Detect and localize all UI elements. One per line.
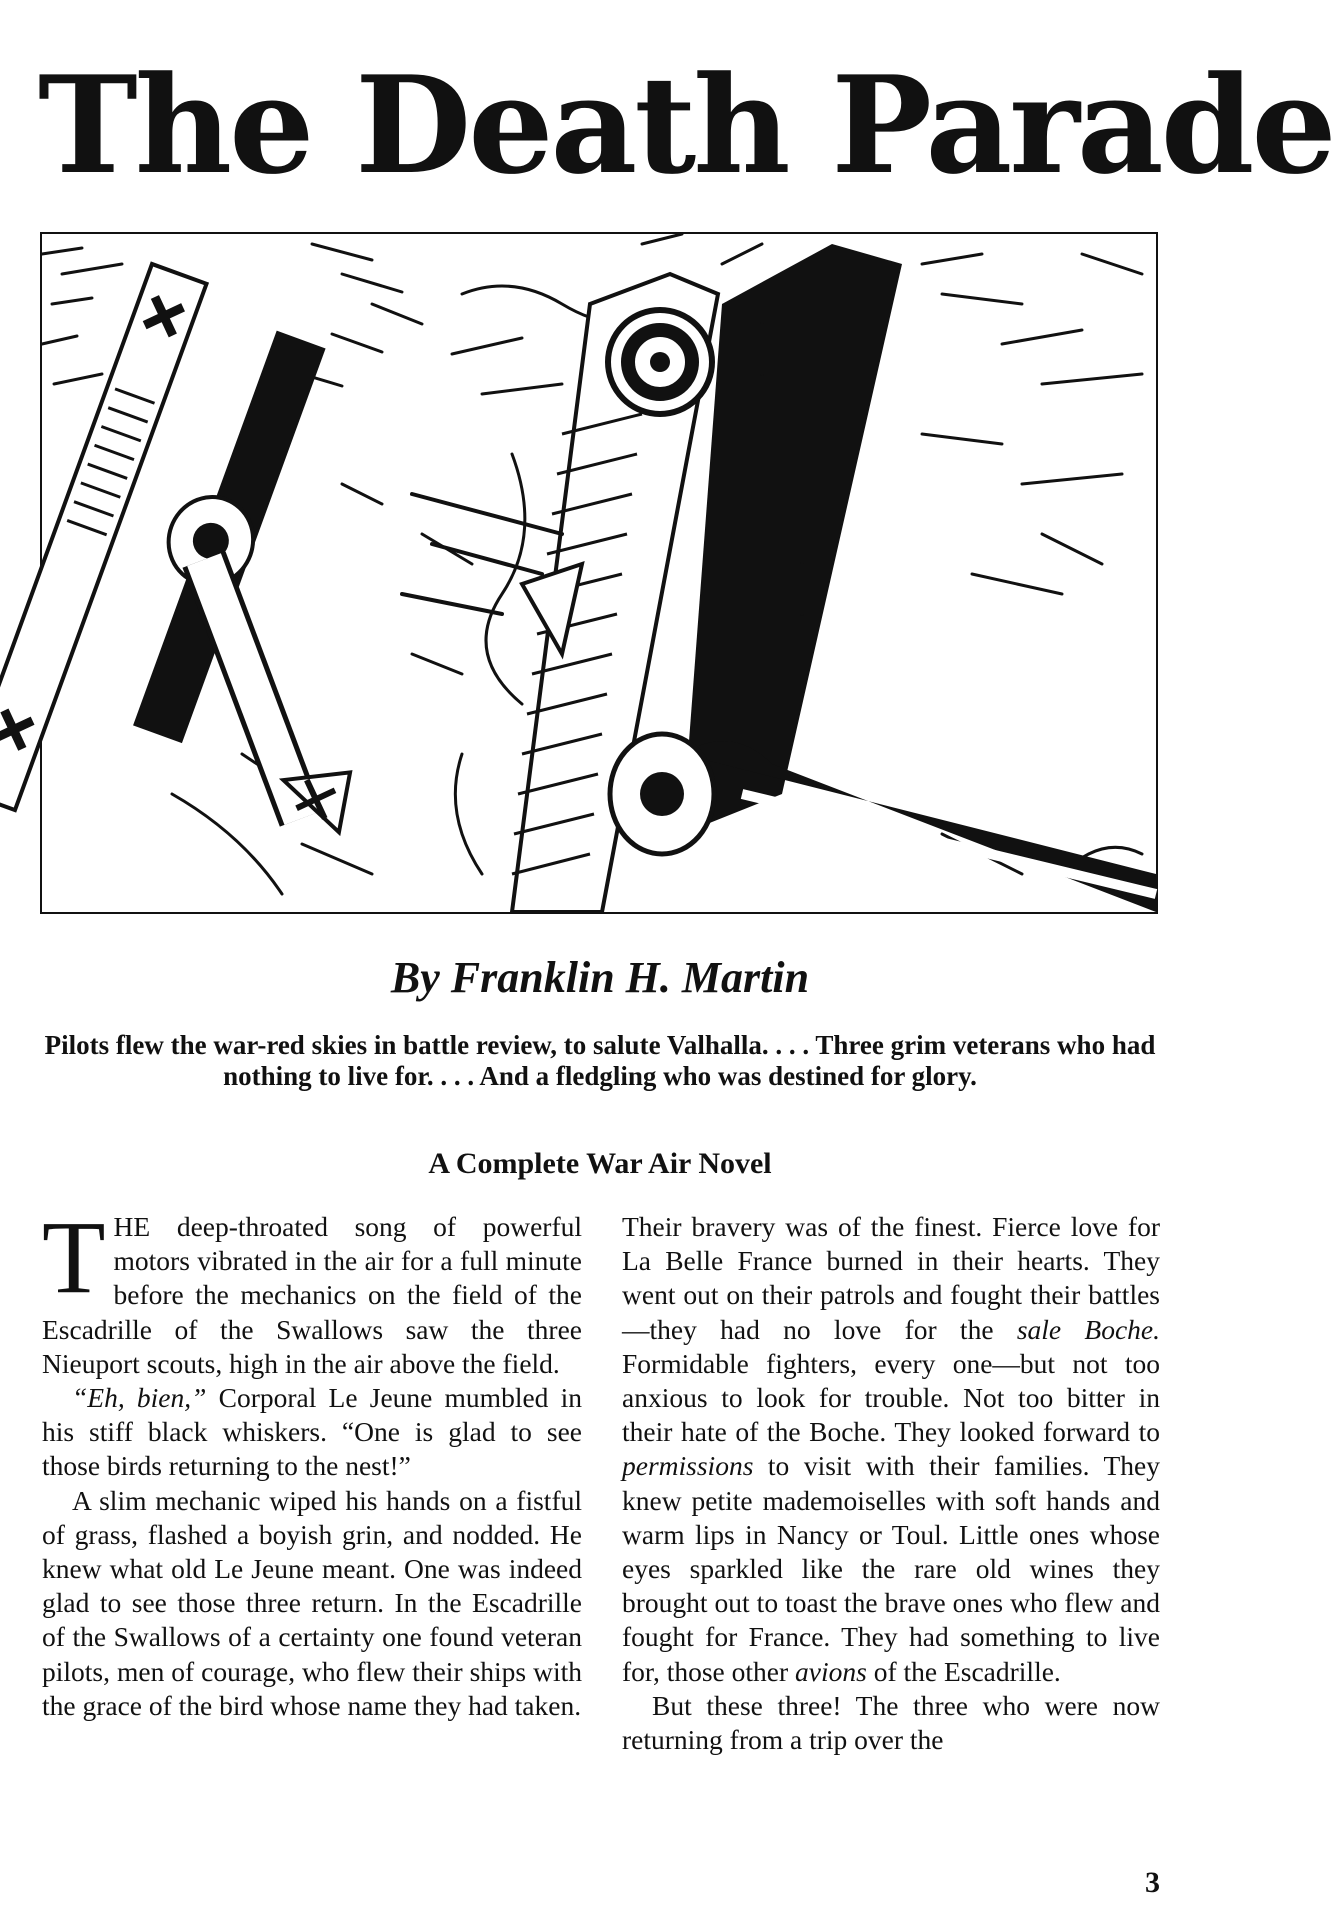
paragraph-text: But these three! The three who were now returning from a trip over the (622, 1689, 1160, 1756)
paragraph-text: of the Escadrille. (866, 1655, 1061, 1687)
author-byline: By Franklin H. Martin (390, 953, 810, 1002)
paragraph-text: A slim mechanic wiped his hands on a fistful of grass, flashed a boyish grin, and nodded. He knew what old Le Jeune meant. One was indeed glad to see those three return. In the Escadrille of the Swallows of a certainty one found veteran pilots, men of courage, who flew their ships with the grace of the bird whose name they had taken. (42, 1484, 582, 1721)
paragraph (622, 1689, 1160, 1757)
dogfight-illustration (40, 232, 1158, 914)
story-deck: Pilots flew the war-red skies in battle review, to salute Valhalla. . . . Three grim veterans who had nothing to live for. . . . And a fledgling who was destined for glory. (44, 1030, 1156, 1091)
paragraph-italic: “Eh, bien,” (72, 1382, 207, 1414)
paragraph-text: Their bravery was of the finest. Fierce love for La Belle France burned in their hearts. They went out on their patrols and fought their battles—they had no love for the (622, 1211, 1160, 1345)
paragraph-text: to visit with their families. They knew petite mademoiselles with soft hands and warm lips in Nancy or Toul. Little ones whose eyes sparkled like the rare old wines they brought out to toast the brave ones who flew and fought for France. They had something to live for, those other (622, 1450, 1160, 1687)
paragraph-italic: permissions (622, 1450, 754, 1482)
paragraph (622, 1210, 1160, 1689)
story-subhead: A Complete War Air Novel (428, 1147, 772, 1180)
text-column-left (42, 1200, 582, 1723)
paragraph (42, 1381, 582, 1484)
german-biplane (0, 264, 500, 917)
paragraph-text: HE deep-throated song of powerful motors vibrated in the air for a full minute before the mechanics on the field of the Escadrille of the Swallows saw the three Nieuport scouts, high in the air above the field. (42, 1211, 582, 1379)
text-column-right (622, 1210, 1160, 1757)
drop-cap: T (42, 1200, 106, 1315)
paragraph (42, 1200, 582, 1381)
paragraph (42, 1484, 582, 1723)
paragraph-text: Formidable fighters, every one—but not too anxious to look for trouble. Not too bitter in their hate of the Boche. They looked forward to (622, 1347, 1160, 1448)
story-title: The Death Parade (38, 46, 1334, 204)
paragraph-text: Corporal Le Jeune mumbled in his stiff black whiskers. “One is glad to see those birds returning to the nest!” (42, 1382, 582, 1482)
paragraph-italic: avions (795, 1655, 867, 1687)
paragraph-italic: sale Boche. (1016, 1313, 1161, 1345)
french-biplane (512, 244, 1156, 912)
page-number: 3 (1145, 1866, 1160, 1899)
